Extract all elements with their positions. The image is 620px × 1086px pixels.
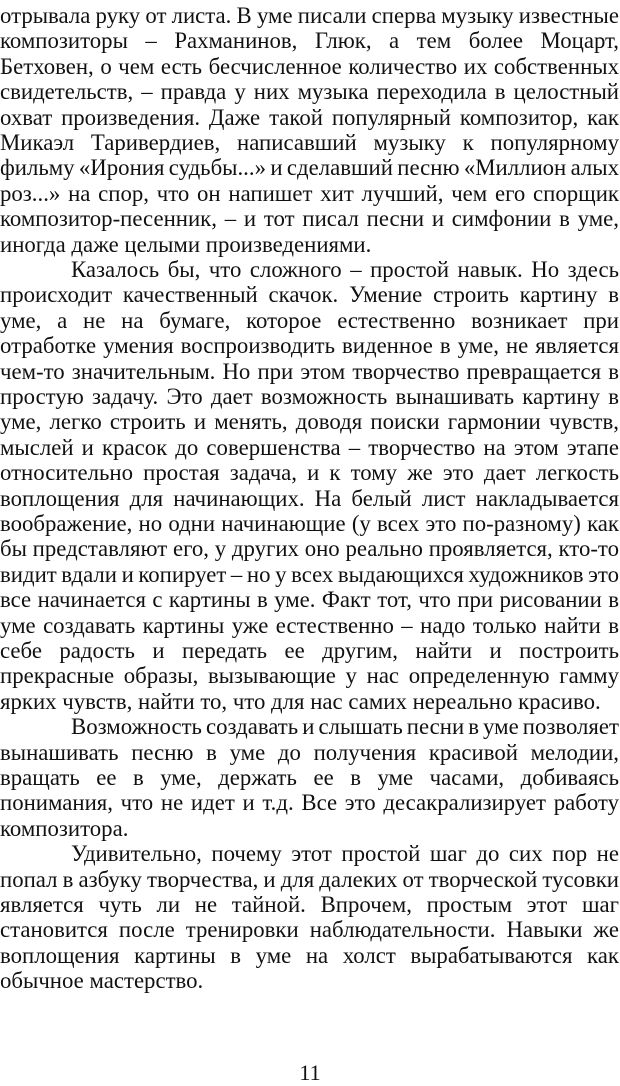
text-line-content: охват произведения. Даже такой популярный композитор, как (0, 104, 619, 130)
text-line (0, 256, 620, 284)
text-line (0, 358, 620, 386)
text-line-content: происходит качественный скачок. Умение строить картину в (0, 282, 619, 308)
text-line (0, 815, 620, 843)
text-line-content: себе радость и передать ее другим, найти и построить (0, 638, 619, 663)
text-line-content: все начинается с картины в уме. Факт тот, что при рисовании в (0, 587, 619, 613)
text-line (0, 383, 620, 411)
text-line-content: прекрасные образы, вызывающие у нас определенную гамму (0, 663, 619, 689)
text-line (0, 561, 620, 589)
text-line-content: Удивительно, почему этот простой шаг до сих пор не (71, 841, 619, 867)
text-line-content: относительно простая задача, и к тому же это дает легкость (0, 460, 619, 486)
text-line (0, 891, 620, 919)
text-line-content: уме создавать картины уже естественно – надо только найти в (0, 612, 619, 638)
text-line (0, 586, 620, 614)
text-line (0, 307, 620, 335)
text-line-content: обычное мастерство. (0, 968, 204, 994)
text-line (0, 2, 620, 30)
text-line-content: воплощения картины в уме на холст вырабатываются как (0, 942, 619, 968)
text-line-content: чем-то значительным. Но при этом творчество превращается в (0, 358, 619, 384)
text-line (0, 78, 620, 106)
text-line-content: иногда даже целыми произведениями. (0, 231, 372, 257)
text-line (0, 129, 620, 157)
text-line-content: воображение, но одни начинающие (у всех это по-разному) как (0, 511, 619, 536)
text-line (0, 662, 620, 690)
text-line-content: композитора. (0, 815, 129, 841)
text-line-content: Возможность создавать и слышать песни в уме позволяет (71, 714, 619, 740)
text-line-content: мыслей и красок до совершенства – творчество на этом этапе (0, 434, 619, 460)
text-line-content: попал в азбуку творчества, и для далеких от творческой тусовки (0, 866, 619, 892)
text-line (0, 840, 620, 868)
text-line-content: бы представляют его, у других оно реально проявляется, кто-то (0, 536, 619, 562)
text-line (0, 688, 620, 716)
text-line-content: Казалось бы, что сложного – простой навык. Но здесь (71, 257, 619, 282)
text-line (0, 789, 620, 817)
text-line (0, 459, 620, 487)
text-line (0, 637, 620, 665)
text-line-content: уме, легко строить и менять, доводя поиски гармонии чувств, (0, 409, 619, 435)
text-line (0, 27, 620, 55)
text-line-content: отработке умения воспроизводить виденное в уме, не является (0, 333, 619, 359)
text-line-content: Микаэл Таривердиев, написавший музыку к популярному (0, 130, 619, 155)
text-line (0, 739, 620, 767)
text-line (0, 408, 620, 436)
text-line (0, 866, 620, 894)
text-line-content: воплощения для начинающих. На белый лист накладывается (0, 485, 619, 511)
text-line (0, 180, 620, 208)
text-line-content: видит вдали и копирует – но у всех выдающихся художников это (0, 561, 619, 587)
text-line (0, 510, 620, 538)
text-line-content: композитор-песенник, – и тот писал песни и симфонии в уме, (0, 206, 619, 232)
text-line (0, 713, 620, 741)
text-line (0, 281, 620, 309)
text-line-content: композиторы – Рахманинов, Глюк, а тем более Моцарт, (0, 28, 619, 54)
text-line (0, 535, 620, 563)
text-line (0, 332, 620, 360)
text-line (0, 612, 620, 640)
text-line (0, 205, 620, 233)
text-line-content: роз...» на спор, что он напишет хит лучший, чем его спорщик (0, 180, 619, 206)
text-line (0, 53, 620, 81)
text-line-content: понимания, что не идет и т.д. Все это десакрализирует работу (0, 790, 619, 816)
text-line (0, 942, 620, 970)
text-line-content: Бетховен, о чем есть бесчисленное количество их собственных (0, 53, 619, 79)
text-line (0, 764, 620, 792)
text-line-content: вращать ее в уме, держать ее в уме часами, добиваясь (0, 765, 619, 790)
text-line-content: фильму «Ирония судьбы...» и сделавший песню «Миллион алых (0, 155, 619, 181)
text-line-content: ярких чувств, найти то, что для нас самих нереально красиво. (0, 688, 601, 714)
text-line-content: отрывала руку от листа. В уме писали сперва музыку известные (0, 3, 619, 28)
text-line (0, 916, 620, 944)
text-line-content: простую задачу. Это дает возможность вынашивать картину в (0, 384, 619, 409)
text-line (0, 104, 620, 132)
text-line (0, 967, 620, 995)
text-line-content: уме, а не на бумаге, которое естественно возникает при (0, 307, 619, 333)
text-line-content: свидетельств, – правда у них музыка переходила в целостный (0, 79, 619, 105)
text-line (0, 434, 620, 462)
text-line-content: вынашивать песню в уме до получения красивой мелодии, (0, 739, 619, 765)
text-line (0, 485, 620, 513)
page-number: 11 (299, 1060, 321, 1085)
text-line-content: становится после тренировки наблюдательности. Навыки же (0, 917, 619, 943)
text-line (0, 154, 620, 182)
text-line (0, 231, 620, 259)
text-line-content: является чуть ли не тайной. Впрочем, простым этот шаг (0, 892, 619, 917)
